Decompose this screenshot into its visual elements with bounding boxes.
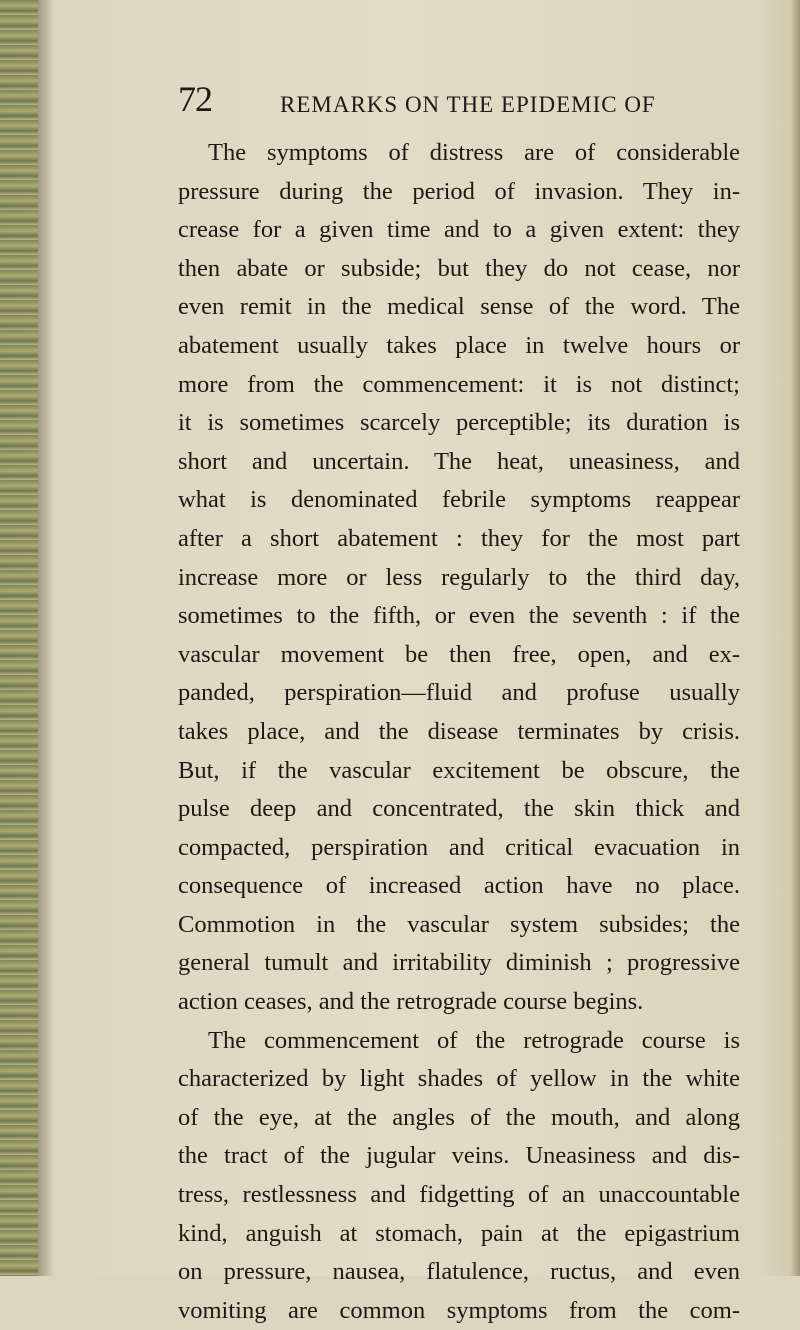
text-line: action ceases, and the retrograde course begins. <box>178 988 644 1016</box>
text-line: The symptoms of distress are of considerable <box>208 139 740 166</box>
text-line: what is denominated febrile symptoms reappear <box>178 486 740 514</box>
text-line: short and uncertain. The heat, uneasiness, and <box>178 447 740 475</box>
text-line: then abate or subside; but they do not cease, nor <box>178 254 740 282</box>
text-line: vascular movement be then free, open, and ex- <box>178 640 740 668</box>
text-line: on pressure, nausea, flatulence, ructus, and even <box>178 1258 740 1286</box>
text-line: compacted, perspiration and critical evacuation in <box>178 833 740 861</box>
book-binding <box>0 0 38 1276</box>
text-line: more from the commencement: it is not distinct; <box>178 370 740 398</box>
text-line: sometimes to the fifth, or even the seventh : if the <box>178 602 740 630</box>
page-number: 72 <box>178 79 212 119</box>
text-line: the tract of the jugular veins. Uneasiness and dis- <box>178 1142 740 1170</box>
text-line: general tumult and irritability diminish ; progressive <box>178 949 740 977</box>
text-line: pulse deep and concentrated, the skin thick and <box>178 795 740 823</box>
text-line: Commotion in the vascular system subsides; the <box>178 910 740 938</box>
text-line: it is sometimes scarcely perceptible; its duration is <box>178 409 740 437</box>
text-line: consequence of increased action have no place. <box>178 872 740 900</box>
text-line: pressure during the period of invasion. They in- <box>178 177 740 205</box>
text-line: panded, perspiration—fluid and profuse usually <box>178 679 740 707</box>
text-line: tress, restlessness and fidgetting of an unaccountable <box>178 1181 740 1209</box>
running-head: REMARKS ON THE EPIDEMIC OF <box>280 92 656 117</box>
text-line: characterized by light shades of yellow in the white <box>178 1065 740 1093</box>
text-line: crease for a given time and to a given extent: they <box>178 216 740 244</box>
text-line: of the eye, at the angles of the mouth, and along <box>178 1103 740 1131</box>
text-line: vomiting are common symptoms from the com- <box>178 1296 740 1324</box>
text-line: The commencement of the retrograde course is <box>208 1026 740 1054</box>
text-line: But, if the vascular excitement be obscure, the <box>178 756 740 784</box>
text-line: after a short abatement : they for the most part <box>178 524 740 552</box>
page-header <box>178 78 738 122</box>
binding-shadow <box>38 0 54 1276</box>
page-edge-shadow <box>790 0 800 1276</box>
text-line: even remit in the medical sense of the word. The <box>178 293 740 321</box>
text-line: kind, anguish at stomach, pain at the epigastrium <box>178 1219 740 1247</box>
text-line: takes place, and the disease terminates by crisis. <box>178 717 740 745</box>
text-line: abatement usually takes place in twelve hours or <box>178 331 740 359</box>
body-text <box>178 134 740 1330</box>
text-line: increase more or less regularly to the third day, <box>178 563 740 591</box>
